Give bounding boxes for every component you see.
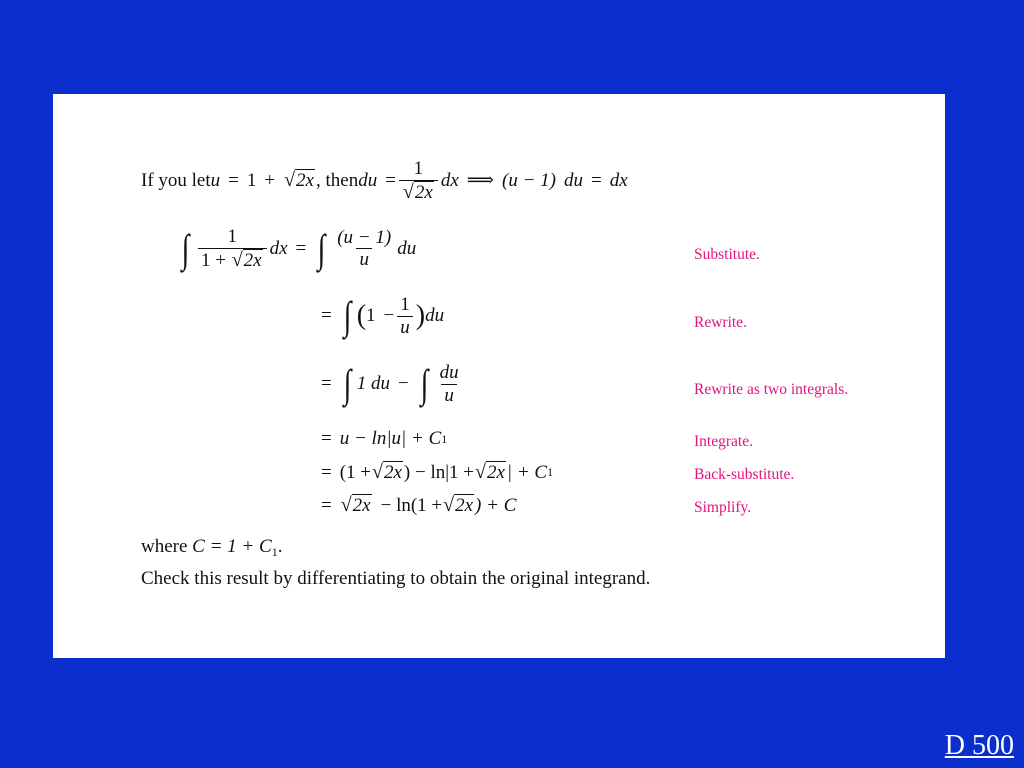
integral-sign: ∫: [317, 225, 326, 271]
equals: =: [590, 169, 602, 191]
minus: −: [397, 373, 409, 395]
step-6-math: = √ 2x − ln(1 + √ 2x ) + C: [321, 494, 517, 516]
slide-link-d500[interactable]: D 500: [944, 730, 1014, 761]
plus: +: [264, 169, 276, 191]
step-1-note: Substitute.: [694, 246, 760, 263]
intro-text: If you let: [141, 169, 211, 191]
subscript: 1: [441, 431, 448, 446]
integral-sign: ∫: [181, 225, 190, 271]
fraction: [397, 294, 413, 339]
step-2-math: [321, 294, 444, 339]
step-3-math: [321, 362, 465, 407]
one: 1: [366, 305, 376, 327]
expression: = 1 + C: [204, 536, 272, 557]
integral-sign: ∫: [343, 361, 352, 407]
integral-sign: ∫: [420, 361, 428, 407]
subscript: 1: [271, 545, 278, 559]
subscript: 1: [547, 465, 554, 479]
period: .: [277, 536, 283, 557]
fraction: [334, 227, 394, 272]
u-minus-1: (u − 1): [502, 169, 556, 191]
one: 1: [200, 249, 211, 271]
step-4-math: [321, 428, 447, 450]
numerator: du: [439, 362, 459, 383]
denominator: u: [356, 248, 372, 271]
expression-part: (1 +: [339, 461, 372, 483]
radicand: 2x: [486, 462, 505, 483]
step-5-math: = (1 + √ 2x ) − ln|1 + √ 2x | + C 1: [321, 461, 554, 483]
step-4-note: Integrate.: [694, 433, 753, 450]
fraction: 1 √ 2x: [399, 158, 438, 204]
step-1-math: [178, 226, 416, 272]
radicand: 2x: [296, 170, 314, 192]
radicand: 2x: [352, 495, 371, 516]
equals: =: [228, 169, 239, 191]
radicand: 2x: [243, 249, 262, 271]
step-3-note: Rewrite as two integrals.: [694, 381, 849, 398]
where-line: [141, 536, 282, 560]
expression-part: − ln(1 +: [380, 494, 443, 516]
expression-part: ) + C: [475, 494, 517, 516]
dx: dx: [609, 169, 628, 191]
fraction: [437, 362, 462, 407]
du: du: [563, 169, 583, 191]
radicand: 2x: [383, 462, 402, 483]
where-text: where: [141, 536, 193, 557]
expression-part: | + C: [506, 461, 548, 483]
step-2-note: Rewrite.: [694, 314, 747, 331]
du: du: [358, 169, 378, 191]
paren-close: ): [415, 300, 426, 332]
du: du: [397, 237, 417, 259]
denominator: u: [397, 316, 413, 339]
then-text: , then: [315, 169, 359, 191]
step-5-note: Back-substitute.: [694, 466, 795, 483]
equals: =: [321, 461, 332, 483]
equals: =: [321, 373, 332, 395]
step-6-note: Simplify.: [694, 499, 752, 516]
equals: =: [295, 237, 307, 259]
check-text: Check this result by differentiating to obtain the original integrand.: [141, 568, 651, 589]
term: 1 du: [356, 373, 390, 395]
numerator: 1: [227, 226, 238, 247]
expression-part: ) − ln|1 +: [403, 461, 474, 483]
equals: =: [321, 428, 332, 449]
equals: =: [321, 305, 332, 327]
expression: u − ln|u| + C: [339, 428, 442, 449]
radicand: 2x: [455, 495, 474, 516]
minus: −: [383, 305, 395, 327]
equals: =: [321, 494, 332, 516]
plus: +: [215, 249, 226, 271]
intro-line: [141, 158, 628, 204]
paren-open: (: [356, 300, 367, 332]
numerator: 1: [400, 294, 410, 315]
integral-sign: ∫: [343, 293, 352, 339]
radicand: 2x: [414, 181, 433, 203]
du: du: [425, 305, 445, 327]
fraction: 1 1 + √ 2x: [198, 226, 267, 272]
numerator: (u − 1): [337, 226, 392, 248]
dx: dx: [269, 237, 288, 259]
var-u: u: [210, 169, 221, 191]
denominator: u: [441, 384, 457, 407]
var-c: C: [192, 536, 205, 557]
implies-arrow: ⟹: [466, 170, 494, 192]
one: 1: [246, 169, 257, 191]
sqrt-2x: √ 2x: [284, 169, 314, 192]
content-card: [53, 94, 945, 658]
equals: =: [385, 169, 396, 191]
dx: dx: [440, 169, 459, 191]
